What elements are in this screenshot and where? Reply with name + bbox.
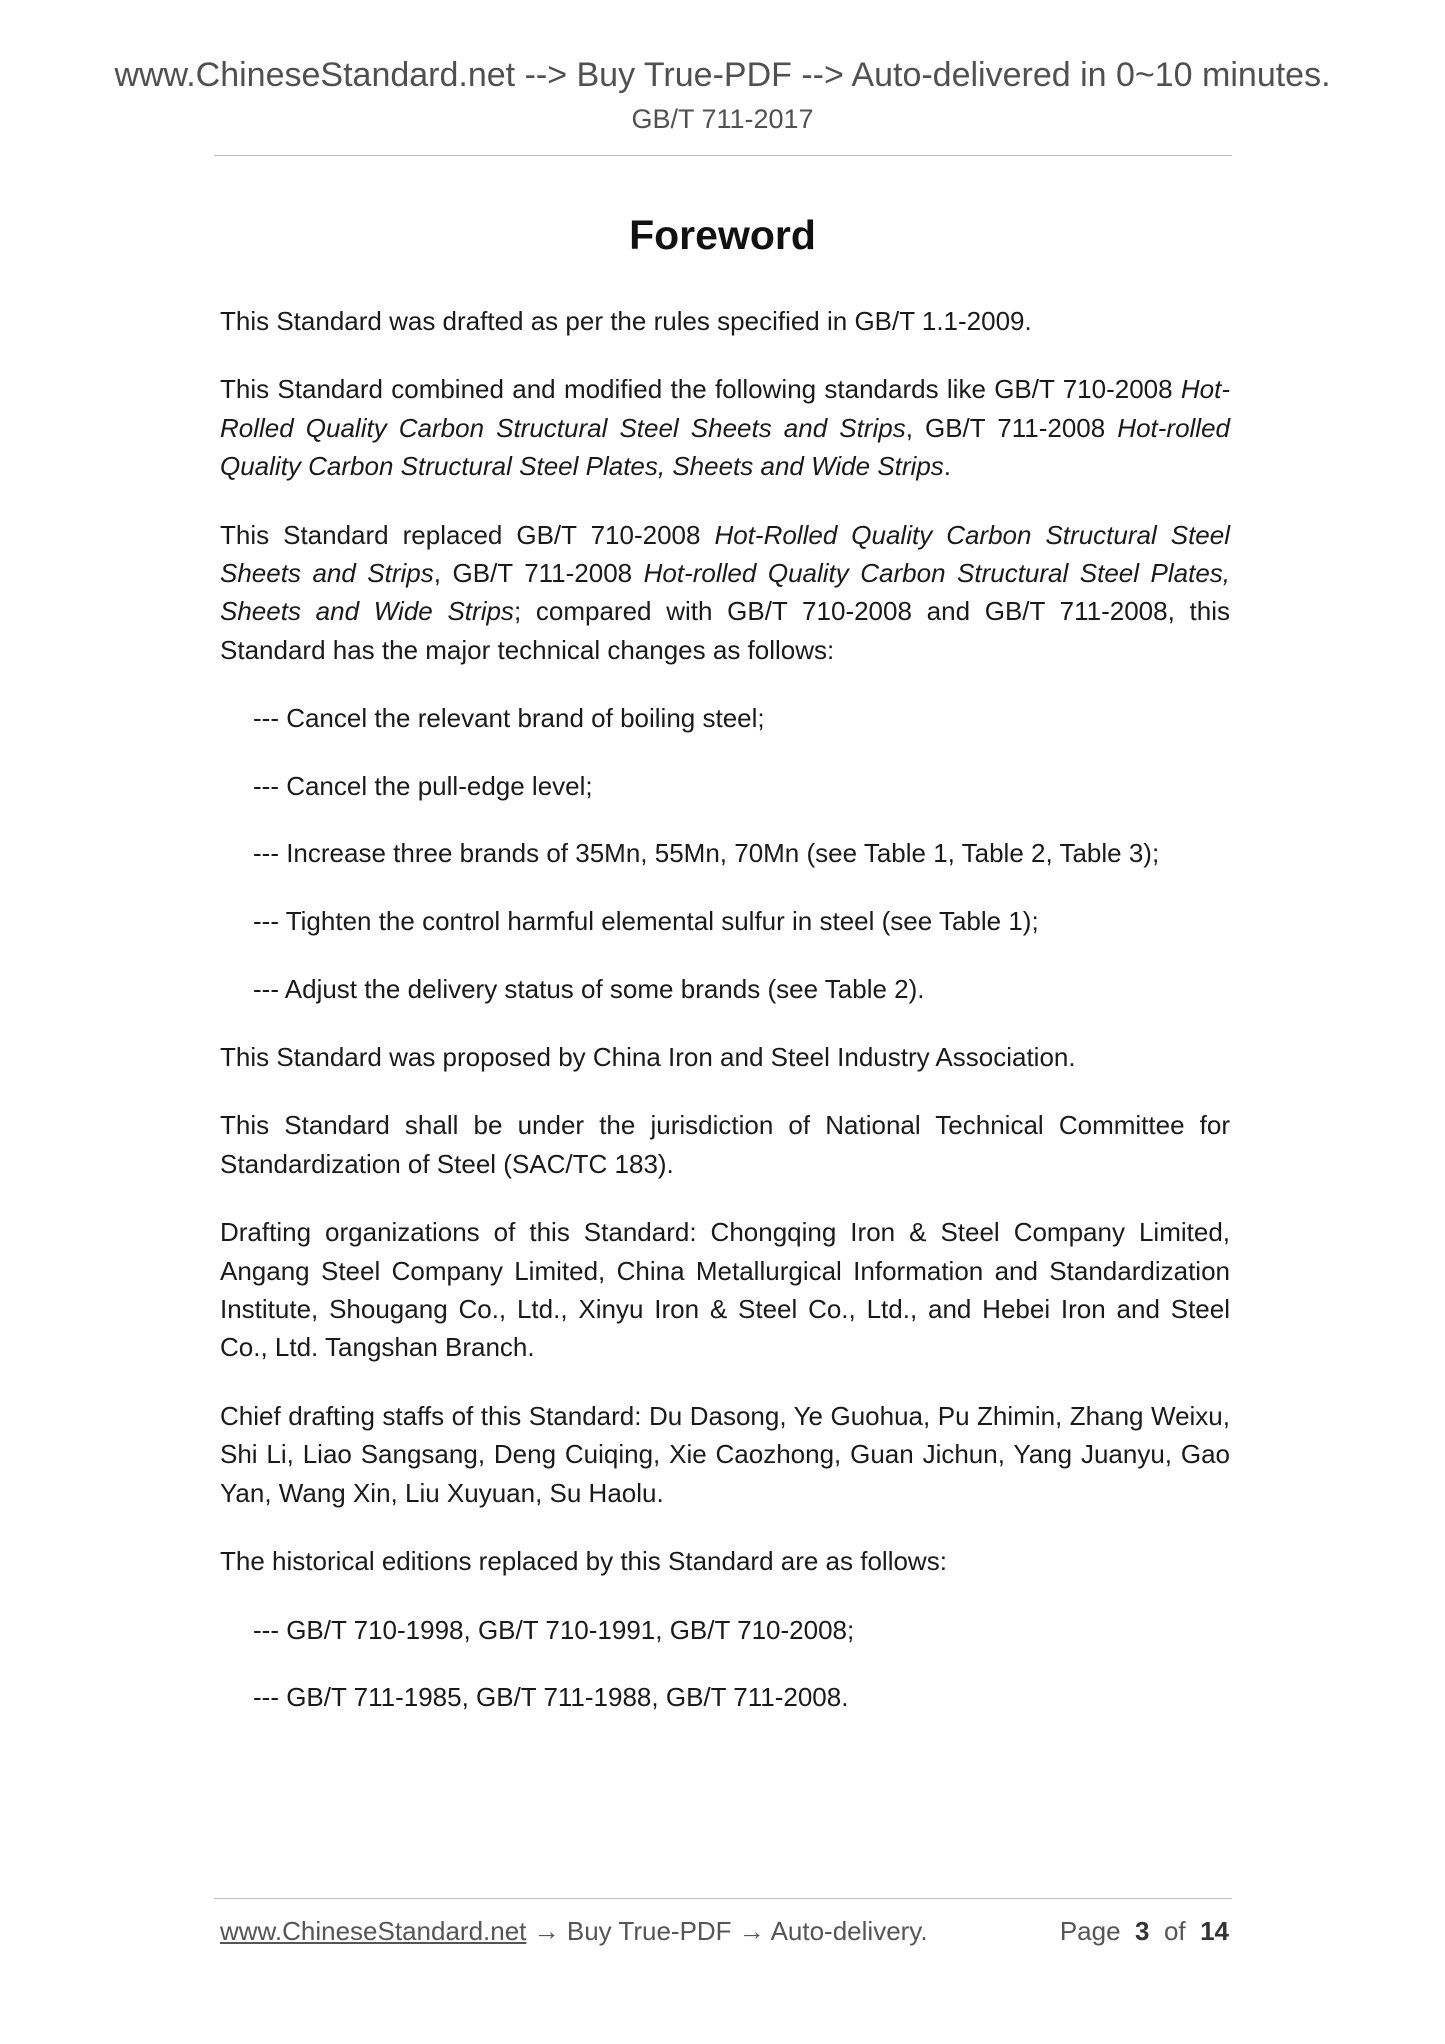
historical-edition-item: --- GB/T 711-1985, GB/T 711-1988, GB/T 711-2008. [253, 1682, 849, 1713]
footer-divider [214, 1898, 1232, 1899]
footer-tagline: → Buy True-PDF → Auto-delivery. [526, 1916, 928, 1946]
page-footer [220, 1916, 1232, 1947]
foreword-body [220, 302, 1230, 1746]
page-title: Foreword [629, 212, 816, 258]
header-divider [214, 155, 1232, 156]
header-banner: www.ChineseStandard.net --> Buy True-PDF --> Auto-delivered in 0~10 minutes. [114, 56, 1331, 94]
footer-site-link[interactable]: www.ChineseStandard.net [220, 1916, 527, 1946]
change-item: --- Tighten the control harmful elemental sulfur in steel (see Table 1); [253, 906, 1039, 937]
historical-edition-item: --- GB/T 710-1998, GB/T 710-1991, GB/T 710-2008; [253, 1614, 855, 1645]
header-standard-code: GB/T 711-2017 [631, 104, 814, 134]
paragraph-drafting-organizations: Drafting organizations of this Standard: Chongqing Iron & Steel Company Limited, Angang Steel Company Limited, China Metallurgical Information and Standardization Institute, Shougang Co., Ltd., Xinyu Iron & Steel Co., Ltd., and Hebei Iron and Steel Co., Ltd. Tangshan Branch. [220, 1217, 1230, 1363]
change-item: --- Cancel the relevant brand of boiling steel; [253, 703, 765, 734]
page-total: 14 [1200, 1916, 1229, 1946]
change-item: --- Cancel the pull-edge level; [253, 770, 593, 801]
paragraph-jurisdiction: This Standard shall be under the jurisdiction of National Technical Committee for Standardization of Steel (SAC/TC 183). [220, 1110, 1230, 1179]
paragraph-drafting-staff: Chief drafting staffs of this Standard: Du Dasong, Ye Guohua, Pu Zhimin, Zhang Weixu, Shi Li, Liao Sangsang, Deng Cuiqing, Xie Caozhong, Guan Jichun, Yang Juanyu, Gao Yan, Wang Xin, Liu Xuyuan, Su Haolu. [220, 1400, 1230, 1508]
change-item: --- Increase three brands of 35Mn, 55Mn, 70Mn (see Table 1, Table 2, Table 3); [253, 838, 1160, 869]
paragraph-proposed-by: This Standard was proposed by China Iron and Steel Industry Association. [220, 1042, 1076, 1073]
paragraph-combined-standards: This Standard combined and modified the following standards like GB/T 710-2008 Hot-Rolled Quality Carbon Structural Steel Sheets and Strips, GB/T 711-2008 Hot-rolled Quality Carbon Structural Steel Plates, Sheets and Wide Strips. [220, 374, 1231, 482]
page-number: 3 [1135, 1916, 1150, 1946]
paragraph-replaced-standards: This Standard replaced GB/T 710-2008 Hot-Rolled Quality Carbon Structural Steel Sheets and Strips, GB/T 711-2008 Hot-rolled Quality Carbon Structural Steel Plates, Sheets and Wide Strips; compared with GB/T 710-2008 and GB/T 711-2008, this Standard has the major technical changes as follows: [220, 519, 1231, 665]
paragraph-drafting-rules: This Standard was drafted as per the rules specified in GB/T 1.1-2009. [220, 306, 1032, 336]
paragraph-historical-intro: The historical editions replaced by this Standard are as follows: [220, 1546, 947, 1577]
change-item: --- Adjust the delivery status of some brands (see Table 2). [253, 973, 925, 1004]
page-indicator: Page 3 of 14 [1059, 1916, 1229, 1946]
